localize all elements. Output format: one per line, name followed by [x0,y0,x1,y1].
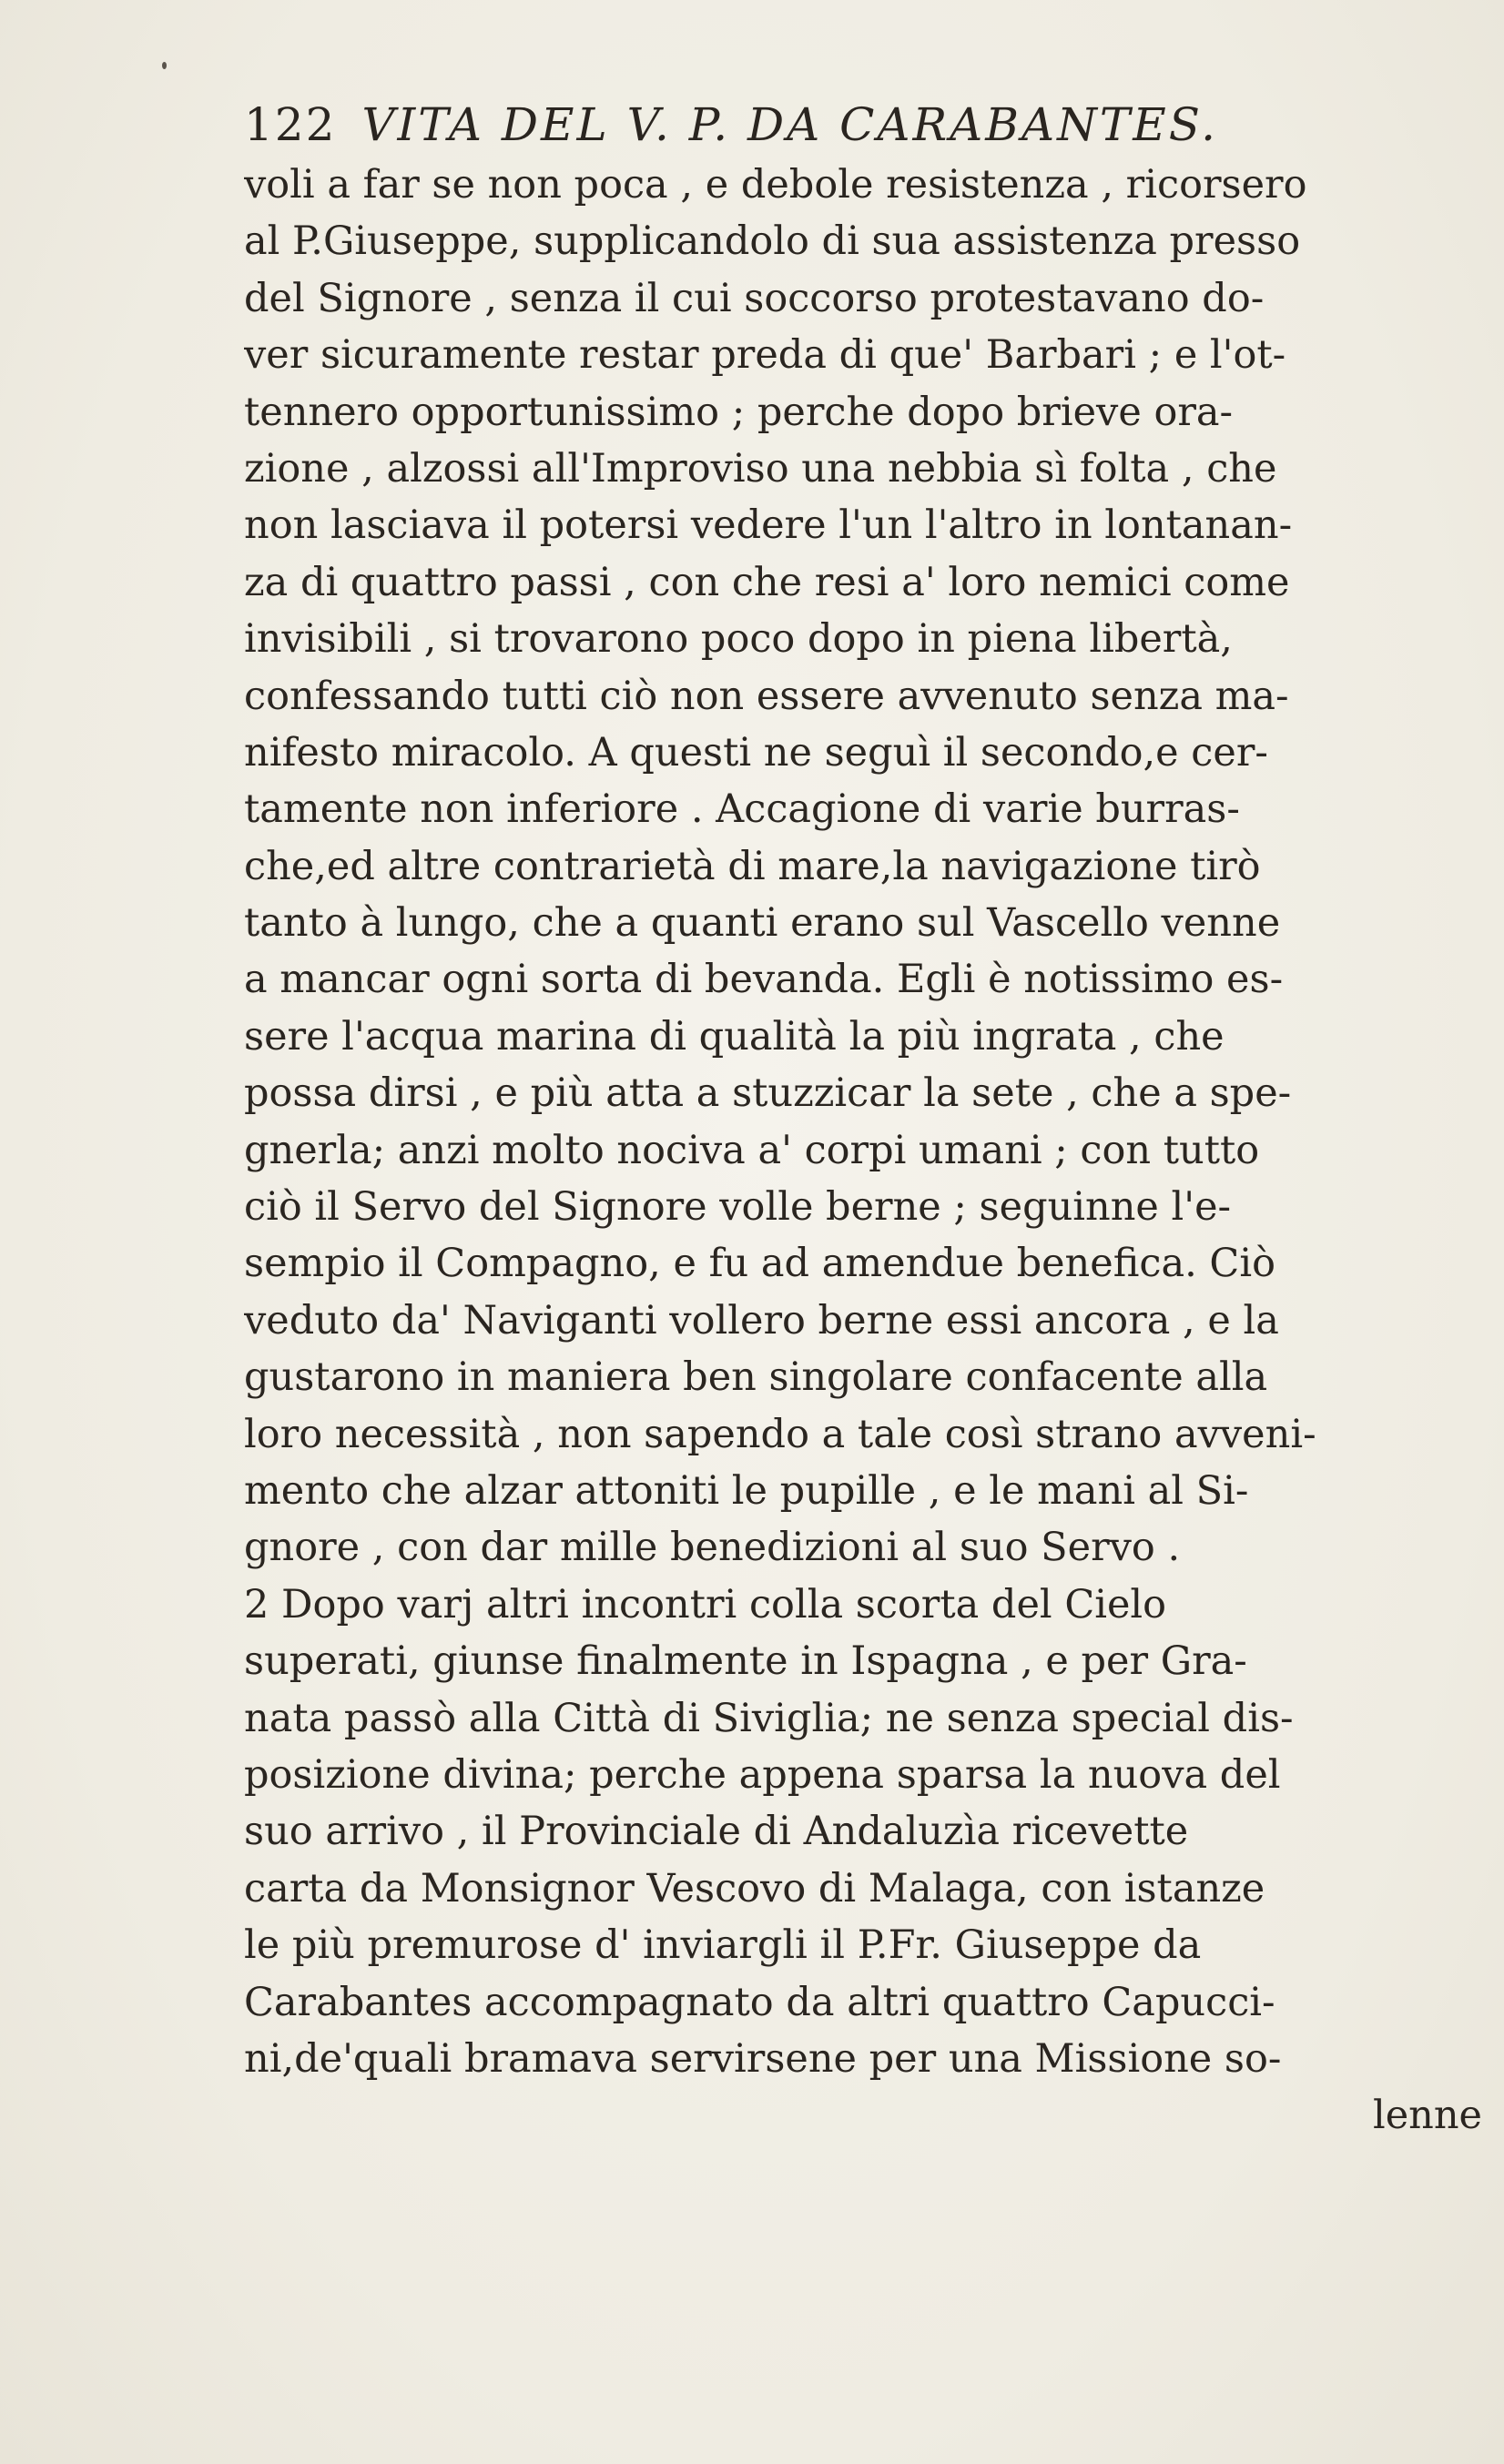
ink-speck [162,62,167,69]
text-line: sempio il Compagno, e fu ad amendue benefica. Ciò [244,1241,1275,1287]
text-line: Carabantes accompagnato da altri quattro Capucci- [244,1979,1275,2025]
text-line: nata passò alla Città di Siviglia; ne senza special dis- [244,1695,1294,1741]
text-line: nifesto miracolo. A questi ne seguì il secondo,e cer- [244,729,1268,776]
text-line: 2 Dopo varj altri incontri colla scorta del Cielo [244,1581,1167,1627]
text-line: posizione divina; perche appena sparsa la nuova del [244,1751,1281,1798]
text-block [244,93,1500,2145]
text-line: ni,de'quali bramava servirsene per una Missione so- [244,2035,1282,2082]
text-line: superati, giunse finalmente in Ispagna , e per Gra- [244,1638,1247,1685]
running-head [244,93,1500,157]
text-line: za di quattro passi , con che resi a' loro nemici come [244,559,1290,605]
text-line: loro necessità , non sapendo a tale così strano avveni- [244,1411,1316,1457]
text-line: gnore , con dar mille benedizioni al suo Servo . [244,1525,1181,1571]
text-line: voli a far se non poca , e debole resistenza , ricorsero [244,162,1307,208]
page-number: 122 [244,98,337,151]
text-line: ver sicuramente restar preda di que' Barbari ; e l'ot- [244,332,1286,379]
text-line: possa dirsi , e più atta a stuzzicar la sete , che a spe- [244,1070,1292,1117]
text-line: confessando tutti ciò non essere avvenuto senza ma- [244,673,1289,719]
text-line: mento che alzar attoniti le pupille , e le mani al Si- [244,1467,1249,1514]
text-line: del Signore , senza il cui soccorso protestavano do- [244,275,1265,321]
text-line: tennero opportunissimo ; perche dopo brieve ora- [244,389,1234,435]
text-line: gnerla; anzi molto nociva a' corpi umani ; con tutto [244,1127,1260,1173]
text-line: sere l'acqua marina di qualità la più ingrata , che [244,1013,1225,1060]
text-line: non lasciava il potersi vedere l'un l'altro in lontanan- [244,502,1293,549]
text-line: gustarono in maniera ben singolare confacente alla [244,1354,1268,1401]
text-line: le più premurose d' inviargli il P.Fr. Giuseppe da [244,1922,1202,1969]
catchword: lenne [1372,2093,1482,2139]
text-line: a mancar ogni sorta di bevanda. Egli è notissimo es- [244,957,1284,1003]
text-line: veduto da' Naviganti vollero berne essi ancora , e la [244,1297,1279,1344]
text-line: ciò il Servo del Signore volle berne ; seguinne l'e- [244,1184,1232,1231]
text-line: tamente non inferiore . Accagione di varie burras- [244,786,1240,833]
text-line: tanto à lungo, che a quanti erano sul Vascello venne [244,900,1281,947]
text-line: che,ed altre contrarietà di mare,la navigazione tirò [244,843,1261,889]
text-line: zione , alzossi all'Improviso una nebbia sì folta , che [244,445,1277,492]
text-line: carta da Monsignor Vescovo di Malaga, con istanze [244,1865,1265,1911]
text-line: al P.Giuseppe, supplicandolo di sua assistenza presso [244,218,1301,265]
text-line: invisibili , si trovarono poco dopo in piena libertà, [244,616,1233,663]
running-title: VITA DEL V. P. DA CARABANTES. [361,98,1219,151]
text-line: suo arrivo , il Provinciale di Andaluzìa ricevette [244,1809,1189,1855]
